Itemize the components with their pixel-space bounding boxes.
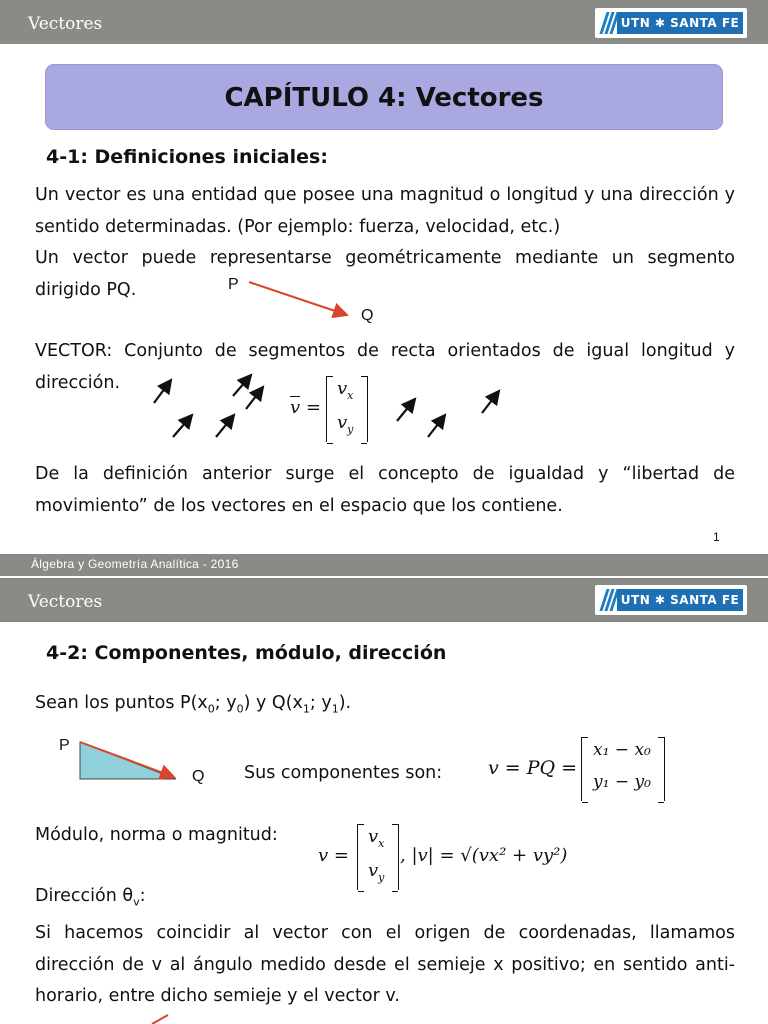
logo-text: UTN ✱ SANTA FE [617,12,743,34]
points-definition: Sean los puntos $P(x_0$; $y_0$) y $Q(x_1$; $y_1$). [35,693,352,716]
modulus-matrix [357,824,399,890]
slide1-header-title: Vectores [28,14,103,34]
paragraph-direction: Si hacemos coincidir al vector con el origen de coordenadas, llamamos dirección de v al ángulo medido desde el semieje x positivo; en sentido anti-horario, entre dicho semieje y el vector v. [35,923,735,1006]
page-number: 1 [713,530,720,544]
component-vy: $v_y$ [337,412,354,436]
v-symbol: $\overline{v}$ [290,397,301,418]
point-q-label: Q [361,307,374,324]
components-triangle-icon [76,738,184,784]
point-q-label-2: Q [192,768,205,785]
equals-sign: = [305,397,321,418]
point-p-label: P [228,276,239,293]
slide2-utn-logo [595,585,747,615]
modulus-eq-right: , |v| = √(vx² + vy²) [400,845,568,866]
footer-text: Álgebra y Geometría Analítica - 2016 [31,557,239,571]
chapter-title: CAPÍTULO 4: Vectores [45,64,723,130]
point-p-label-2: P [59,737,70,754]
logo-stripes-icon [601,12,615,34]
components-label: Sus componentes son: [244,763,443,783]
pq-row-y: y₁ − y₀ [593,772,651,792]
section-title-4-1: 4-1: Definiciones iniciales: [46,146,328,168]
modulus-vy: $v_y$ [368,860,385,884]
section-title-4-2: 4-2: Componentes, módulo, dirección [46,642,447,664]
paragraph-equality: De la definición anterior surge el concepto de igualdad y “libertad de movimiento” de los vectores en el espacio que los contiene. [35,464,735,516]
equivalent-vectors-icon [145,370,505,442]
pq-row-x: x₁ − x₀ [593,740,651,760]
direction-label: Dirección $\theta_v$: [35,886,146,909]
paragraph-geometric-representation [35,243,735,306]
modulus-eq-left: v = [318,845,349,866]
modulus-vx: $v_x$ [368,826,385,850]
pq-matrix [581,737,665,801]
paragraph-geometric-text: Un vector puede representarse geométricamente mediante un segmento dirigido PQ. [35,248,735,300]
logo-stripes-icon [601,589,615,611]
component-vx: $v_x$ [337,378,354,402]
partial-arrow-icon [148,1012,178,1024]
component-matrix [326,376,368,442]
pq-equation: v = PQ = [488,757,578,779]
slide2-header-title: Vectores [28,592,103,612]
paragraph-vector-set: VECTOR: Conjunto de segmentos de recta orientados de igual longitud y dirección. [35,341,735,393]
paragraph-vector-definition: Un vector es una entidad que posee una magnitud o longitud y una dirección y sentido determinadas. (Por ejemplo: fuerza, velocidad, etc.) [35,185,735,237]
logo-text: UTN ✱ SANTA FE [617,589,743,611]
vector-v-symbol [290,397,321,418]
pq-arrow-icon [245,278,355,320]
modulus-label: Módulo, norma o magnitud: [35,825,278,845]
slide1-utn-logo [595,8,747,38]
